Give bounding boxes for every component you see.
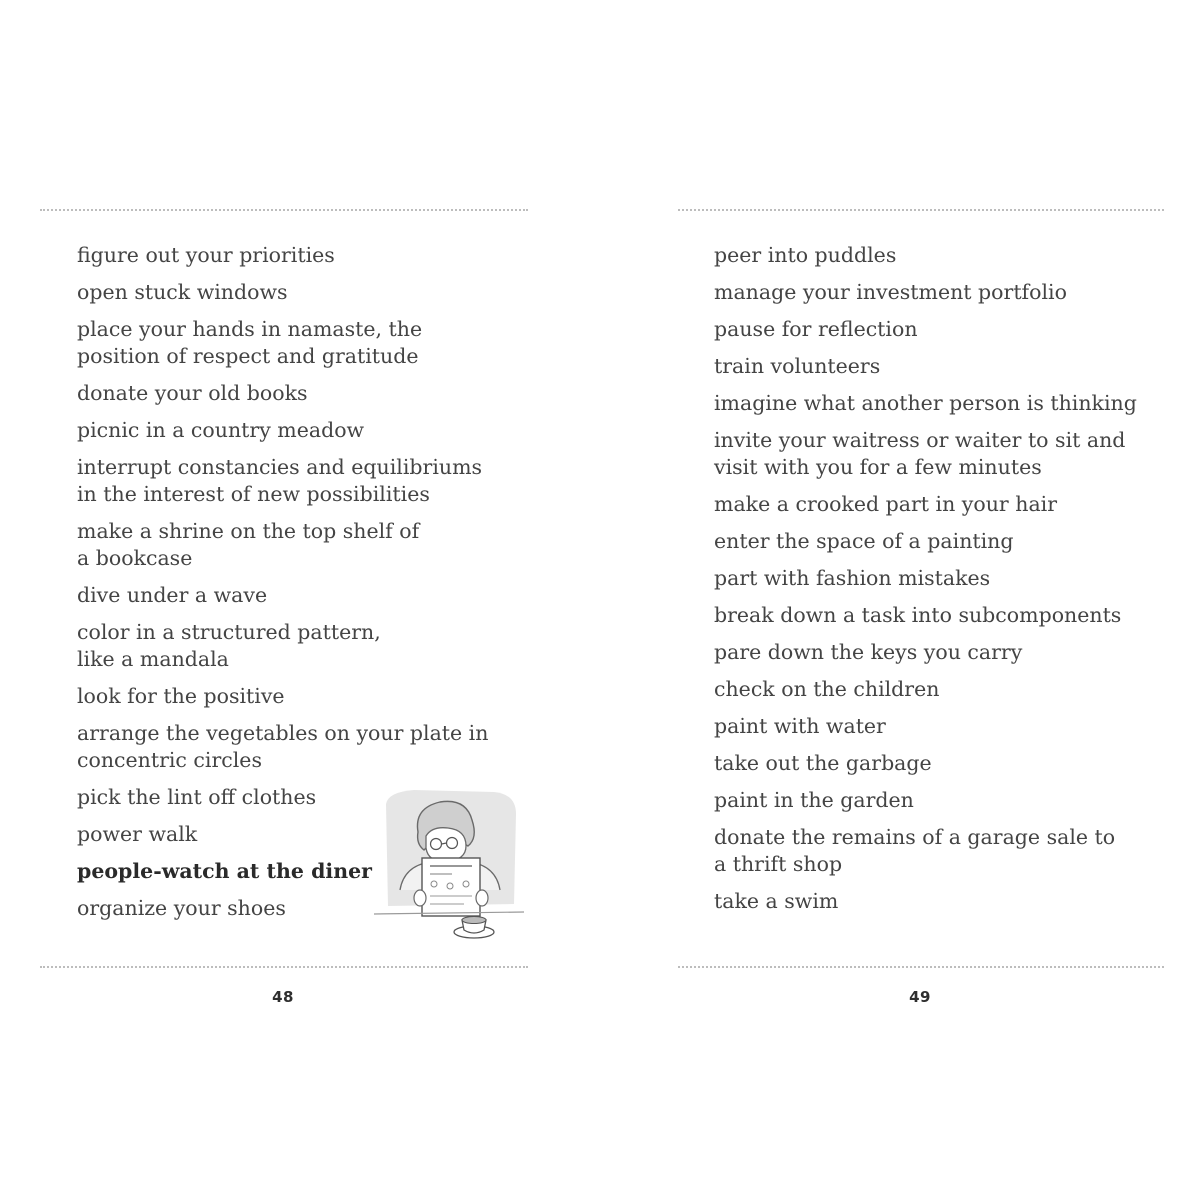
entry-line: manage your investment portfolio	[714, 280, 1067, 304]
entry-line: look for the positive	[77, 684, 285, 708]
entry-line: arrange the vegetables on your plate in	[77, 721, 489, 745]
entry-line: interrupt constancies and equilibriums	[77, 455, 483, 479]
list-item	[714, 676, 1164, 703]
entry-line: check on the children	[714, 677, 940, 701]
entry-line: open stuck windows	[77, 280, 288, 304]
list-item	[77, 242, 517, 269]
entry-line: pick the lint off clothes	[77, 785, 317, 809]
list-item	[714, 279, 1164, 306]
list-item	[77, 683, 517, 710]
entry-continuation-line: position of respect and gratitude	[77, 344, 419, 368]
entry-line: pare down the keys you carry	[714, 640, 1023, 664]
top-dotted-rule	[678, 209, 1164, 211]
list-item	[77, 380, 517, 407]
list-item	[77, 518, 517, 572]
list-item	[77, 279, 517, 306]
entry-line: take out the garbage	[714, 751, 932, 775]
list-item	[77, 619, 517, 673]
entry-line: color in a structured pattern,	[77, 620, 381, 644]
entry-line: pause for reflection	[714, 317, 918, 341]
list-item	[714, 602, 1164, 629]
right-page	[600, 0, 1200, 1200]
entry-line: part with fashion mistakes	[714, 566, 991, 590]
list-item	[714, 787, 1164, 814]
list-item	[714, 528, 1164, 555]
entry-continuation-line: a thrift shop	[714, 852, 843, 876]
list-item	[714, 824, 1164, 878]
entry-line: donate your old books	[77, 381, 308, 405]
list-item	[714, 390, 1164, 417]
entry-continuation-line: a bookcase	[77, 546, 193, 570]
entry-line: paint with water	[714, 714, 886, 738]
page-number: 49	[909, 988, 931, 1006]
list-item	[77, 582, 517, 609]
top-dotted-rule	[40, 209, 528, 211]
entry-line: train volunteers	[714, 354, 881, 378]
entry-line: paint in the garden	[714, 788, 914, 812]
entry-line: imagine what another person is thinking	[714, 391, 1137, 415]
list-item	[714, 427, 1164, 481]
entry-continuation-line: like a mandala	[77, 647, 229, 671]
entry-line: figure out your priorities	[77, 243, 335, 267]
list-item	[77, 454, 517, 508]
entry-line: break down a task into subcomponents	[714, 603, 1122, 627]
list-item	[77, 316, 517, 370]
right-entry-list	[714, 242, 1164, 925]
list-item	[714, 888, 1164, 915]
list-item	[714, 242, 1164, 269]
bottom-dotted-rule	[678, 966, 1164, 968]
entry-line: invite your waitress or waiter to sit and	[714, 428, 1126, 452]
entry-line: picnic in a country meadow	[77, 418, 365, 442]
entry-line: place your hands in namaste, the	[77, 317, 423, 341]
list-item	[714, 316, 1164, 343]
list-item	[714, 491, 1164, 518]
list-item	[77, 720, 517, 774]
diner-reader-illustration	[374, 786, 524, 946]
entry-continuation-line: visit with you for a few minutes	[714, 455, 1042, 479]
list-item	[77, 417, 517, 444]
entry-line: organize your shoes	[77, 896, 286, 920]
list-item	[714, 750, 1164, 777]
page-number: 48	[272, 988, 294, 1006]
list-item	[714, 713, 1164, 740]
entry-line: make a shrine on the top shelf of	[77, 519, 420, 543]
entry-continuation-line: in the interest of new possibilities	[77, 482, 430, 506]
entry-line: power walk	[77, 822, 198, 846]
entry-line: dive under a wave	[77, 583, 268, 607]
entry-line: take a swim	[714, 889, 839, 913]
entry-line: make a crooked part in your hair	[714, 492, 1058, 516]
bottom-dotted-rule	[40, 966, 528, 968]
entry-line: people-watch at the diner	[77, 859, 372, 883]
entry-line: peer into puddles	[714, 243, 897, 267]
entry-line: donate the remains of a garage sale to	[714, 825, 1116, 849]
list-item	[714, 639, 1164, 666]
list-item	[714, 353, 1164, 380]
entry-line: enter the space of a painting	[714, 529, 1014, 553]
entry-continuation-line: concentric circles	[77, 748, 262, 772]
list-item	[714, 565, 1164, 592]
